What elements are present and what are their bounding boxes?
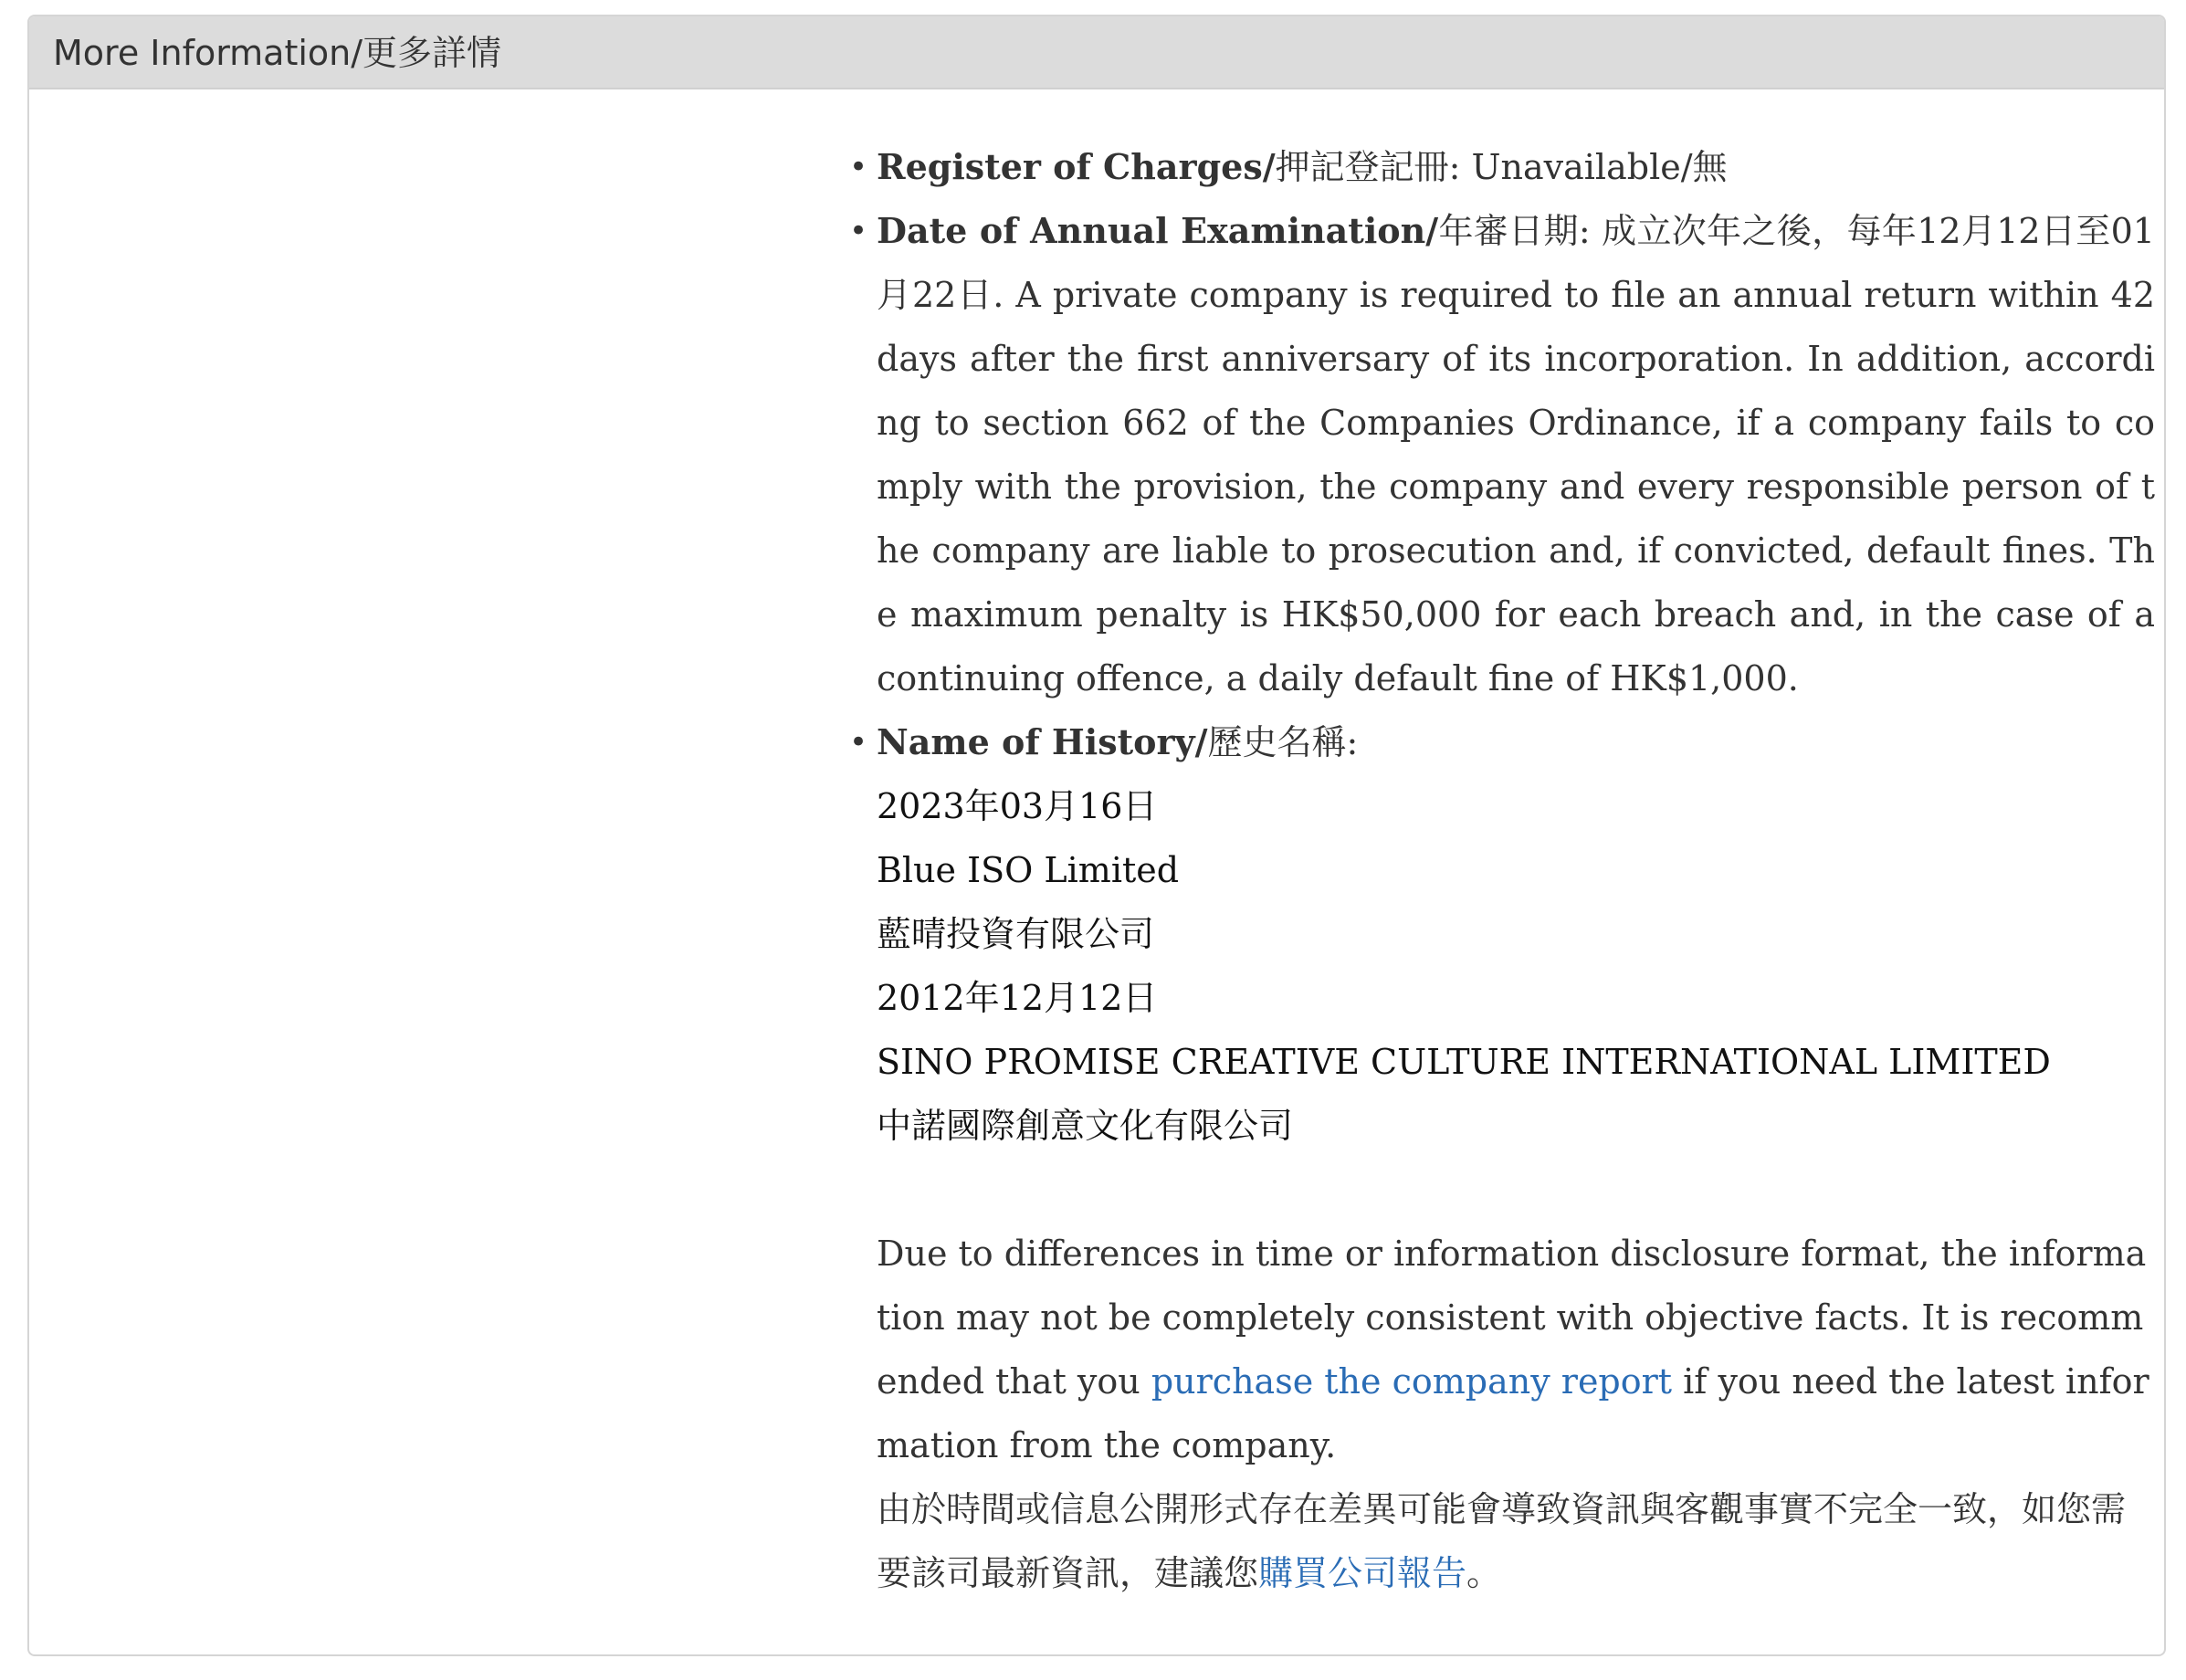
purchase-report-link[interactable]: purchase the company report: [1151, 1361, 1673, 1402]
bullet-icon: •: [849, 724, 868, 761]
info-list: [849, 135, 2155, 1605]
disclaimer-cn-text: 由於時間或信息公開形式存在差異可能會導致資訊與客觀事實不完全一致，如您需要該司最新資訊，建議您: [877, 1489, 2127, 1593]
charges-label-cn: 押記登記冊: [1275, 147, 1449, 187]
bullet-icon: •: [849, 213, 868, 249]
disclaimer-en-text: Due to differences in time or information disclosure format, the information may not be completely consistent with objective facts. It is recommended that you: [877, 1234, 2147, 1402]
annual-separator: :: [1578, 211, 1603, 251]
history-date: 2023年03月16日: [877, 786, 1158, 826]
history-name-cn: 中諾國際創意文化有限公司: [877, 1106, 1294, 1146]
annual-label: Date of Annual Examination/: [877, 210, 1439, 251]
annual-label-cn: 年審日期: [1438, 211, 1579, 251]
history-date: 2012年12月12日: [877, 978, 1158, 1018]
panel-body: [849, 135, 2155, 1605]
history-name-en: SINO PROMISE CREATIVE CULTURE INTERNATIONAL LIMITED: [877, 1042, 2051, 1082]
history-name-en: Blue ISO Limited: [877, 850, 1180, 890]
charges-separator: :: [1448, 147, 1472, 187]
history-label: Name of History/: [877, 721, 1208, 762]
list-item-register-of-charges: [849, 135, 2155, 199]
more-information-panel: [27, 15, 2166, 1656]
bullet-icon: •: [849, 149, 868, 185]
disclaimer-cn: [877, 1477, 2155, 1605]
history-name-cn: 藍晴投資有限公司: [877, 914, 1155, 954]
list-item-annual-examination: [849, 199, 2155, 710]
list-item-name-history: [849, 710, 2155, 1605]
disclaimer-en: [877, 1222, 2155, 1477]
annual-value: 成立次年之後，每年12月12日至01月22日. A private company is required to file an annual return within 42 days after the first anniversary of its incorporation. In addition, according to section 662 of the Companies Ordinance, if a company fails to comply with the provision, the company and every responsible person of the company are liable to prosecution and, if convicted, default fines. The maximum penalty is HK$50,000 for each breach and, in the case of a continuing offence, a daily default fine of HK$1,000.: [877, 211, 2155, 698]
purchase-report-link-cn[interactable]: 購買公司報告: [1258, 1553, 1467, 1593]
disclaimer-cn-text-after: 。: [1466, 1553, 1502, 1593]
panel-title: More Information/更多詳情: [29, 16, 2164, 89]
history-separator: :: [1346, 722, 1359, 762]
history-label-cn: 歷史名稱: [1207, 722, 1347, 762]
charges-value: Unavailable/無: [1471, 147, 1728, 187]
disclaimer-en-text-after: if you need the latest information from the company.: [877, 1361, 2149, 1465]
charges-label: Register of Charges/: [877, 146, 1276, 187]
